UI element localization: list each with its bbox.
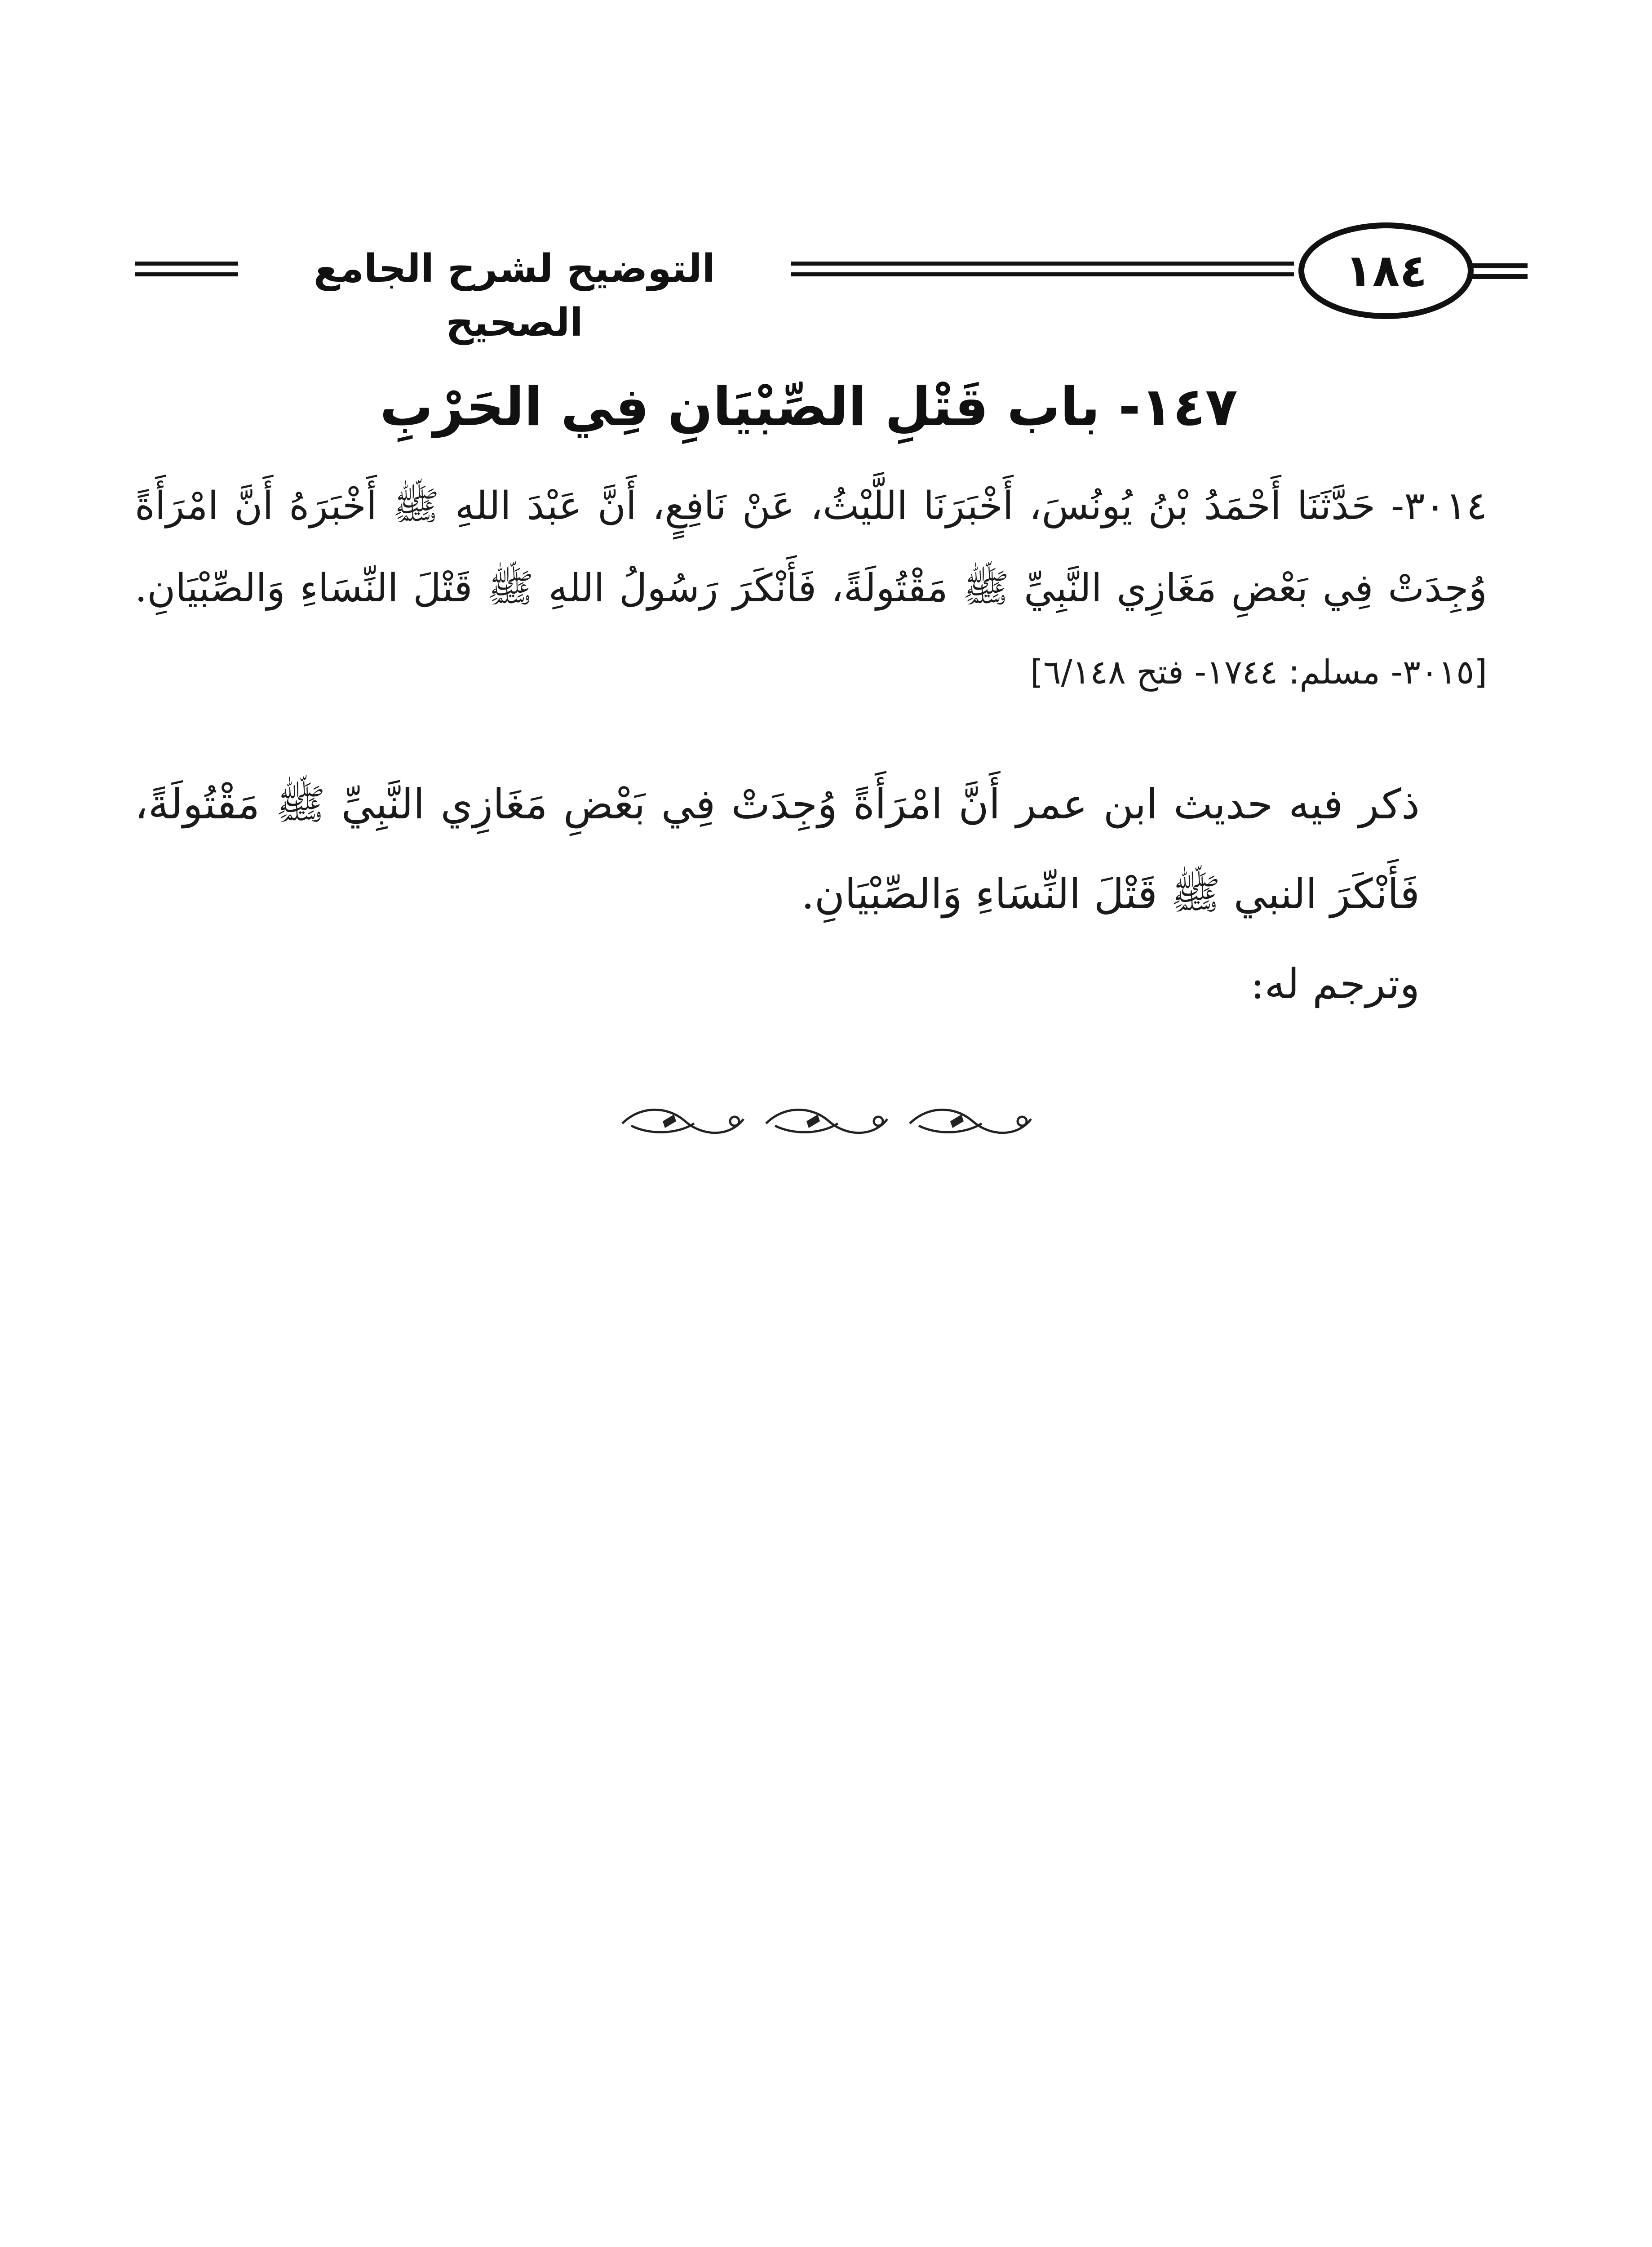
section-end-ornament-icon [613,1103,1040,1139]
commentary-paragraph: ذكر فيه حديث ابن عمر أَنَّ امْرَأَةً وُجِدَتْ فِي بَعْضِ مَغَازِي النَّبِيِّ ﷺ مَقْتُولَةً، فَأَنْكَرَ النبي ﷺ قَتْلَ النِّسَاءِ وَالصِّبْيَانِ. [135,780,1420,918]
hadith-text: ٣٠١٤- حَدَّثَنَا أَحْمَدُ بْنُ يُونُسَ، أَخْبَرَنَا اللَّيْثُ، عَنْ نَافِعٍ، أَنَّ عَبْدَ اللهِ ﷺ أَخْبَرَهُ أَنَّ امْرَأَةً وُجِدَتْ فِي بَعْضِ مَغَازِي النَّبِيِّ ﷺ مَقْتُولَةً، فَأَنْكَرَ رَسُولُ اللهِ ﷺ قَتْلَ النِّسَاءِ وَالصِّبْيَانِ. [135,484,1488,611]
page-number: ١٨٤ [1345,244,1427,297]
header-rule-left [135,262,238,276]
commentary-closing: وترجم له: [1250,960,1420,1008]
header-book-title: التوضيح لشرح الجامع الصحيح [313,246,716,345]
header-rule-right [1469,263,1528,279]
hadith-reference: [٣٠١٥- مسلم: ١٧٤٤- فتح ٦/١٤٨] [1030,653,1487,692]
commentary-block [135,759,1420,1029]
hadith-paragraph [135,465,1487,714]
chapter-heading: ١٤٧- باب قَتْلِ الصِّبْيَانِ فِي الحَرْبِ [380,376,1238,438]
page-number-badge [1298,222,1474,319]
header-rule-center [791,262,1294,276]
